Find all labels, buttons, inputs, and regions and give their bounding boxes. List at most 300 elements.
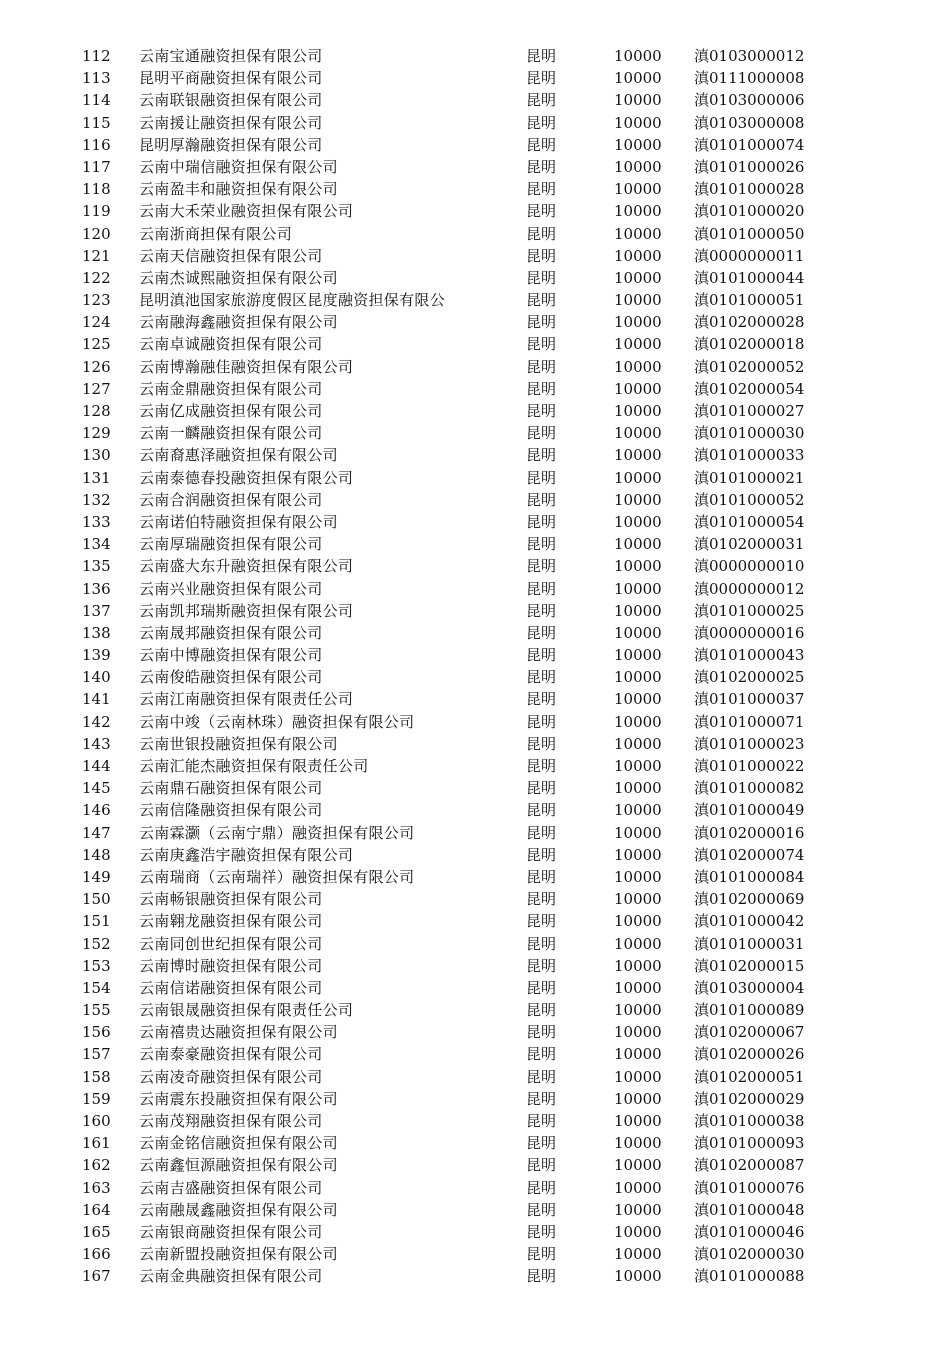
company-name: 云南博瀚融佳融资担保有限公司 (139, 357, 354, 376)
row-number: 160 (82, 1112, 111, 1130)
table-row (0, 178, 950, 200)
company-name: 云南银商融资担保有限公司 (139, 1222, 323, 1241)
city: 昆明 (526, 1200, 557, 1219)
company-name: 云南博时融资担保有限公司 (139, 956, 323, 975)
table-row (0, 555, 950, 577)
company-name: 云南融晟鑫融资担保有限公司 (139, 1200, 338, 1219)
company-name: 云南中瑞信融资担保有限公司 (139, 157, 338, 176)
registered-capital: 10000 (614, 402, 662, 420)
table-row (0, 1132, 950, 1154)
company-name: 云南汇能杰融资担保有限责任公司 (139, 757, 369, 775)
row-number: 129 (82, 424, 111, 443)
license-code: 滇0101000051 (694, 291, 805, 310)
registered-capital: 10000 (614, 291, 662, 310)
city: 昆明 (526, 135, 557, 154)
license-code: 滇0102000028 (694, 313, 805, 332)
city: 昆明 (526, 579, 557, 598)
company-name: 云南茂翔融资担保有限公司 (139, 1112, 323, 1130)
table-row (0, 1265, 950, 1287)
city: 昆明 (526, 1134, 557, 1153)
registered-capital: 10000 (614, 978, 662, 997)
registered-capital: 10000 (614, 91, 662, 110)
company-name: 云南金鼎融资担保有限公司 (139, 379, 323, 398)
table-row (0, 89, 950, 111)
company-name: 云南中竣（云南林珠）融资担保有限公司 (139, 712, 415, 731)
registered-capital: 10000 (614, 668, 662, 687)
company-name: 云南厚瑞融资担保有限公司 (139, 535, 323, 554)
city: 昆明 (526, 468, 557, 487)
city: 昆明 (526, 1267, 557, 1286)
row-number: 158 (82, 1067, 111, 1086)
registered-capital: 10000 (614, 557, 662, 576)
license-code: 滇0101000043 (694, 646, 805, 665)
license-code: 滇0103000006 (694, 91, 805, 110)
table-row (0, 1021, 950, 1043)
row-number: 124 (82, 313, 111, 332)
row-number: 117 (82, 157, 111, 176)
registered-capital: 10000 (614, 801, 662, 820)
row-number: 165 (82, 1222, 111, 1241)
company-name: 云南俊皓融资担保有限公司 (139, 668, 323, 687)
row-number: 161 (82, 1134, 111, 1153)
city: 昆明 (526, 1001, 557, 1020)
row-number: 133 (82, 512, 111, 531)
city: 昆明 (526, 512, 557, 531)
city: 昆明 (526, 202, 557, 221)
row-number: 156 (82, 1023, 111, 1042)
row-number: 157 (82, 1045, 111, 1064)
row-number: 137 (82, 601, 111, 620)
city: 昆明 (526, 668, 557, 687)
registered-capital: 10000 (614, 601, 662, 620)
row-number: 132 (82, 490, 111, 509)
registered-capital: 10000 (614, 912, 662, 931)
company-name: 云南融海鑫融资担保有限公司 (139, 313, 338, 332)
city: 昆明 (526, 646, 557, 665)
city: 昆明 (526, 779, 557, 798)
row-number: 142 (82, 712, 111, 731)
city: 昆明 (526, 490, 557, 509)
table-row (0, 622, 950, 644)
table-row (0, 688, 950, 710)
license-code: 滇0102000052 (694, 357, 805, 376)
city: 昆明 (526, 157, 557, 176)
row-number: 143 (82, 734, 111, 753)
license-code: 滇0102000015 (694, 956, 805, 975)
city: 昆明 (526, 224, 557, 243)
registered-capital: 10000 (614, 157, 662, 176)
row-number: 149 (82, 867, 111, 886)
table-row (0, 444, 950, 466)
registered-capital: 10000 (614, 823, 662, 842)
license-code: 滇0101000049 (694, 801, 805, 820)
city: 昆明 (526, 180, 557, 199)
row-number: 162 (82, 1156, 111, 1175)
city: 昆明 (526, 113, 557, 132)
table-row (0, 733, 950, 755)
city: 昆明 (526, 934, 557, 953)
license-code: 滇0101000093 (694, 1134, 805, 1153)
row-number: 150 (82, 890, 111, 909)
registered-capital: 10000 (614, 224, 662, 243)
row-number: 125 (82, 335, 111, 354)
city: 昆明 (526, 424, 557, 443)
table-row (0, 977, 950, 999)
table-row (0, 1243, 950, 1265)
license-code: 滇0102000018 (694, 335, 805, 354)
table-row (0, 378, 950, 400)
table-row (0, 267, 950, 289)
company-name: 云南信诺融资担保有限公司 (139, 978, 323, 997)
city: 昆明 (526, 801, 557, 820)
city: 昆明 (526, 313, 557, 332)
table-row (0, 933, 950, 955)
registered-capital: 10000 (614, 1067, 662, 1086)
row-number: 130 (82, 446, 111, 465)
registered-capital: 10000 (614, 512, 662, 531)
registered-capital: 10000 (614, 446, 662, 465)
registered-capital: 10000 (614, 335, 662, 354)
row-number: 115 (82, 113, 111, 132)
registered-capital: 10000 (614, 1045, 662, 1064)
license-code: 滇0102000087 (694, 1156, 805, 1175)
row-number: 148 (82, 845, 111, 864)
registered-capital: 10000 (614, 646, 662, 665)
company-name: 云南大禾荣业融资担保有限公司 (139, 202, 354, 221)
row-number: 147 (82, 823, 111, 842)
company-name: 云南禧贵达融资担保有限公司 (139, 1023, 338, 1042)
license-code: 滇0101000027 (694, 402, 805, 420)
table-row (0, 112, 950, 134)
city: 昆明 (526, 734, 557, 753)
registered-capital: 10000 (614, 934, 662, 953)
license-code: 滇0101000020 (694, 202, 805, 221)
city: 昆明 (526, 379, 557, 398)
table-row (0, 333, 950, 355)
table-row (0, 666, 950, 688)
city: 昆明 (526, 291, 557, 310)
table-row (0, 356, 950, 378)
city: 昆明 (526, 1023, 557, 1042)
license-code: 滇0101000050 (694, 224, 805, 243)
row-number: 154 (82, 978, 111, 997)
company-name: 云南凯邦瑞斯融资担保有限公司 (139, 601, 354, 620)
license-code: 滇0102000029 (694, 1089, 805, 1108)
table-row (0, 1154, 950, 1176)
license-code: 滇0101000022 (694, 757, 805, 775)
company-name: 云南震东投融资担保有限公司 (139, 1089, 338, 1108)
registered-capital: 10000 (614, 1222, 662, 1241)
company-name: 云南杰诚熙融资担保有限公司 (139, 268, 338, 287)
registered-capital: 10000 (614, 890, 662, 909)
row-number: 136 (82, 579, 111, 598)
table-row (0, 511, 950, 533)
company-name: 云南晟邦融资担保有限公司 (139, 623, 323, 642)
company-name: 云南诺伯特融资担保有限公司 (139, 512, 338, 531)
license-code: 滇0101000037 (694, 690, 805, 709)
city: 昆明 (526, 1112, 557, 1130)
table-row (0, 999, 950, 1021)
row-number: 116 (82, 135, 111, 154)
license-code: 滇0103000008 (694, 113, 805, 132)
table-row (0, 1221, 950, 1243)
row-number: 155 (82, 1001, 111, 1020)
company-name: 云南世银投融资担保有限公司 (139, 734, 338, 753)
table-row (0, 489, 950, 511)
company-name: 云南泰德春投融资担保有限公司 (139, 468, 354, 487)
license-code: 滇0101000023 (694, 734, 805, 753)
license-code: 滇0101000084 (694, 867, 805, 886)
table-row (0, 600, 950, 622)
row-number: 127 (82, 379, 111, 398)
city: 昆明 (526, 535, 557, 554)
city: 昆明 (526, 757, 557, 775)
city: 昆明 (526, 712, 557, 731)
table-row (0, 289, 950, 311)
table-row (0, 844, 950, 866)
table-row (0, 1110, 950, 1132)
table-row (0, 1066, 950, 1088)
license-code: 滇0101000033 (694, 446, 805, 465)
city: 昆明 (526, 1089, 557, 1108)
row-number: 128 (82, 402, 111, 420)
license-code: 滇0111000008 (694, 69, 805, 88)
table-row (0, 822, 950, 844)
company-name: 云南吉盛融资担保有限公司 (139, 1178, 323, 1197)
table-row (0, 45, 950, 67)
registered-capital: 10000 (614, 712, 662, 731)
license-code: 滇0102000054 (694, 379, 805, 398)
city: 昆明 (526, 1178, 557, 1197)
license-code: 滇0101000048 (694, 1200, 805, 1219)
company-name: 云南中博融资担保有限公司 (139, 646, 323, 665)
city: 昆明 (526, 690, 557, 709)
license-code: 滇0101000026 (694, 157, 805, 176)
registered-capital: 10000 (614, 357, 662, 376)
registered-capital: 10000 (614, 1089, 662, 1108)
license-code: 滇0102000030 (694, 1245, 805, 1264)
license-code: 滇0000000012 (694, 579, 805, 598)
city: 昆明 (526, 1245, 557, 1264)
company-name: 云南金铭信融资担保有限公司 (139, 1134, 338, 1153)
city: 昆明 (526, 1045, 557, 1064)
city: 昆明 (526, 978, 557, 997)
registered-capital: 10000 (614, 623, 662, 642)
city: 昆明 (526, 69, 557, 88)
row-number: 131 (82, 468, 111, 487)
company-name: 云南信隆融资担保有限公司 (139, 801, 323, 820)
registered-capital: 10000 (614, 180, 662, 199)
registered-capital: 10000 (614, 1245, 662, 1264)
registered-capital: 10000 (614, 690, 662, 709)
city: 昆明 (526, 912, 557, 931)
license-code: 滇0101000074 (694, 135, 805, 154)
license-code: 滇0101000044 (694, 268, 805, 287)
table-row (0, 200, 950, 222)
row-number: 120 (82, 224, 111, 243)
company-name: 云南合润融资担保有限公司 (139, 490, 323, 509)
row-number: 112 (82, 47, 111, 65)
row-number: 126 (82, 357, 111, 376)
company-name: 云南泰豪融资担保有限公司 (139, 1045, 323, 1064)
company-name: 云南亿成融资担保有限公司 (139, 402, 323, 420)
table-row (0, 1088, 950, 1110)
table-row (0, 156, 950, 178)
registered-capital: 10000 (614, 1112, 662, 1130)
company-name: 云南金典融资担保有限公司 (139, 1267, 323, 1286)
table-row (0, 777, 950, 799)
registered-capital: 10000 (614, 313, 662, 332)
city: 昆明 (526, 402, 557, 420)
registered-capital: 10000 (614, 135, 662, 154)
registered-capital: 10000 (614, 268, 662, 287)
row-number: 121 (82, 246, 111, 265)
company-name: 云南浙商担保有限公司 (139, 224, 293, 243)
company-name: 云南霖灏（云南宁鼎）融资担保有限公司 (139, 823, 415, 842)
license-code: 滇0101000038 (694, 1112, 805, 1130)
city: 昆明 (526, 91, 557, 110)
city: 昆明 (526, 357, 557, 376)
company-name: 云南鑫恒源融资担保有限公司 (139, 1156, 338, 1175)
city: 昆明 (526, 956, 557, 975)
license-code: 滇0101000046 (694, 1222, 805, 1241)
row-number: 141 (82, 690, 111, 709)
row-number: 113 (82, 69, 111, 88)
city: 昆明 (526, 47, 557, 65)
company-name: 云南瑞商（云南瑞祥）融资担保有限公司 (139, 867, 415, 886)
registered-capital: 10000 (614, 956, 662, 975)
row-number: 159 (82, 1089, 111, 1108)
table-row (0, 644, 950, 666)
table-row (0, 400, 950, 422)
row-number: 123 (82, 291, 111, 310)
company-name: 云南兴业融资担保有限公司 (139, 579, 323, 598)
row-number: 146 (82, 801, 111, 820)
license-code: 滇0102000031 (694, 535, 805, 554)
registered-capital: 10000 (614, 47, 662, 65)
registered-capital: 10000 (614, 490, 662, 509)
row-number: 114 (82, 91, 111, 110)
registered-capital: 10000 (614, 424, 662, 443)
company-name: 云南鼎石融资担保有限公司 (139, 779, 323, 798)
registered-capital: 10000 (614, 757, 662, 775)
table-row (0, 1043, 950, 1065)
company-name: 云南畅银融资担保有限公司 (139, 890, 323, 909)
table-row (0, 578, 950, 600)
registered-capital: 10000 (614, 1267, 662, 1286)
license-code: 滇0101000076 (694, 1178, 805, 1197)
registered-capital: 10000 (614, 246, 662, 265)
license-code: 滇0000000010 (694, 557, 805, 576)
table-row (0, 711, 950, 733)
company-name: 云南联银融资担保有限公司 (139, 91, 323, 110)
table-row (0, 533, 950, 555)
license-code: 滇0103000012 (694, 47, 805, 65)
city: 昆明 (526, 845, 557, 864)
row-number: 145 (82, 779, 111, 798)
table-row (0, 1199, 950, 1221)
row-number: 118 (82, 180, 111, 199)
guarantee-company-table (0, 45, 950, 1288)
company-name: 云南凌奇融资担保有限公司 (139, 1067, 323, 1086)
license-code: 滇0102000026 (694, 1045, 805, 1064)
table-row (0, 910, 950, 932)
city: 昆明 (526, 446, 557, 465)
license-code: 滇0000000011 (694, 246, 805, 265)
registered-capital: 10000 (614, 867, 662, 886)
city: 昆明 (526, 246, 557, 265)
company-name: 云南银晟融资担保有限责任公司 (139, 1001, 354, 1020)
license-code: 滇0101000071 (694, 712, 805, 731)
registered-capital: 10000 (614, 1178, 662, 1197)
city: 昆明 (526, 890, 557, 909)
company-name: 云南宝通融资担保有限公司 (139, 47, 323, 65)
license-code: 滇0101000021 (694, 468, 805, 487)
city: 昆明 (526, 823, 557, 842)
table-row (0, 67, 950, 89)
license-code: 滇0102000016 (694, 823, 805, 842)
row-number: 134 (82, 535, 111, 554)
license-code: 滇0102000051 (694, 1067, 805, 1086)
company-name: 昆明滇池国家旅游度假区昆度融资担保有限公 (139, 291, 446, 310)
registered-capital: 10000 (614, 1134, 662, 1153)
company-name: 昆明平商融资担保有限公司 (139, 69, 323, 88)
registered-capital: 10000 (614, 69, 662, 88)
registered-capital: 10000 (614, 779, 662, 798)
registered-capital: 10000 (614, 113, 662, 132)
license-code: 滇0103000004 (694, 978, 805, 997)
license-code: 滇0102000067 (694, 1023, 805, 1042)
table-row (0, 955, 950, 977)
city: 昆明 (526, 1222, 557, 1241)
license-code: 滇0101000031 (694, 934, 805, 953)
registered-capital: 10000 (614, 1023, 662, 1042)
city: 昆明 (526, 623, 557, 642)
company-name: 云南新盟投融资担保有限公司 (139, 1245, 338, 1264)
company-name: 云南江南融资担保有限责任公司 (139, 690, 354, 709)
registered-capital: 10000 (614, 1200, 662, 1219)
license-code: 滇0102000074 (694, 845, 805, 864)
table-row (0, 422, 950, 444)
company-name: 云南翱龙融资担保有限公司 (139, 912, 323, 931)
table-row (0, 245, 950, 267)
table-row (0, 134, 950, 156)
registered-capital: 10000 (614, 379, 662, 398)
license-code: 滇0101000028 (694, 180, 805, 199)
company-name: 云南盈丰和融资担保有限公司 (139, 180, 338, 199)
row-number: 119 (82, 202, 111, 221)
company-name: 云南庚鑫浩宇融资担保有限公司 (139, 845, 354, 864)
company-name: 云南裔惠泽融资担保有限公司 (139, 446, 338, 465)
city: 昆明 (526, 335, 557, 354)
license-code: 滇0101000052 (694, 490, 805, 509)
table-row (0, 888, 950, 910)
row-number: 138 (82, 623, 111, 642)
registered-capital: 10000 (614, 202, 662, 221)
registered-capital: 10000 (614, 468, 662, 487)
row-number: 152 (82, 934, 111, 953)
license-code: 滇0101000042 (694, 912, 805, 931)
row-number: 153 (82, 956, 111, 975)
registered-capital: 10000 (614, 1001, 662, 1020)
row-number: 164 (82, 1200, 111, 1219)
company-name: 云南卓诚融资担保有限公司 (139, 335, 323, 354)
row-number: 163 (82, 1178, 111, 1197)
company-name: 云南同创世纪担保有限公司 (139, 934, 323, 953)
company-name: 云南一麟融资担保有限公司 (139, 424, 323, 443)
table-row (0, 1177, 950, 1199)
row-number: 166 (82, 1245, 111, 1264)
